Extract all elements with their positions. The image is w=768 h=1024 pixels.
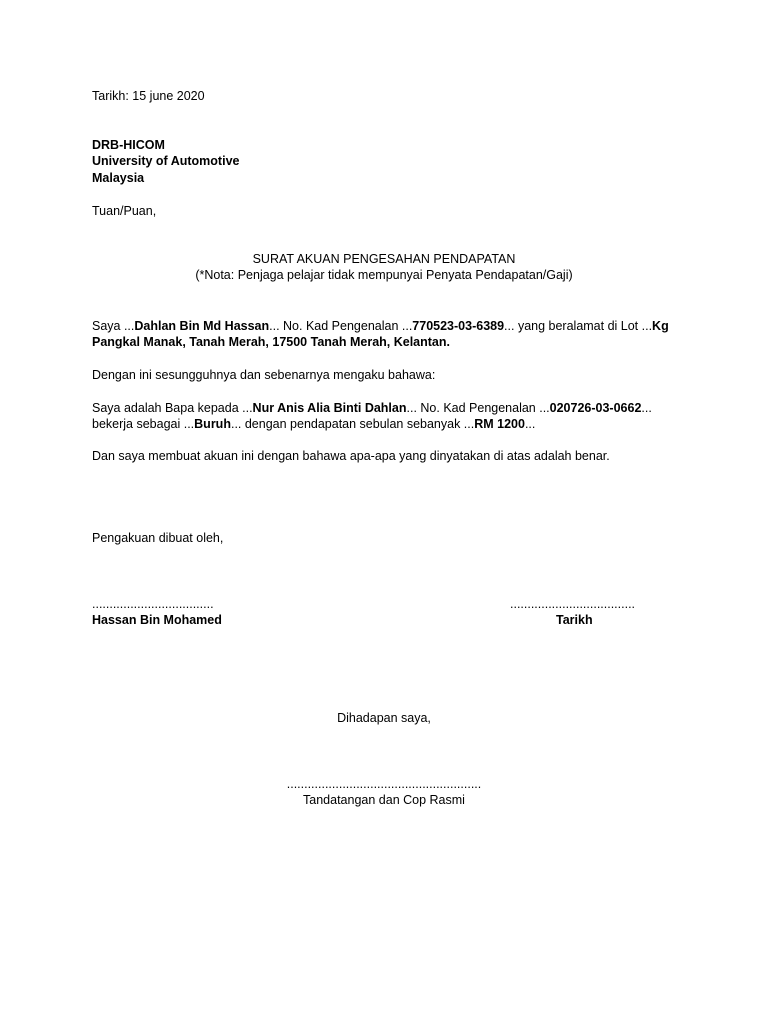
declarant-name: Dahlan Bin Md Hassan xyxy=(134,319,270,333)
text: bekerja sebagai ... xyxy=(92,417,195,431)
text: ... xyxy=(641,401,652,415)
salutation: Tuan/Puan, xyxy=(92,204,157,218)
text: Saya ... xyxy=(92,319,135,333)
recipient-line-3: Malaysia xyxy=(92,171,145,185)
date-line: Tarikh: 15 june 2020 xyxy=(92,89,205,103)
monthly-income: RM 1200 xyxy=(474,417,525,431)
paragraph-declaration: Dengan ini sesungguhnya dan sebenarnya mengaku bahawa: xyxy=(92,368,436,382)
text: ... No. Kad Pengenalan ... xyxy=(406,401,550,415)
text: ... yang beralamat di Lot ... xyxy=(504,319,653,333)
official-signature-label: Tandatangan dan Cop Rasmi xyxy=(303,793,465,807)
paragraph-relationship-line-2 xyxy=(92,416,535,432)
paragraph-declarant-line-1 xyxy=(92,318,669,334)
child-ic: 020726-03-0662 xyxy=(549,401,642,415)
acknowledgement-text: Pengakuan dibuat oleh, xyxy=(92,531,224,545)
official-dotted-line: ........................................................ xyxy=(286,777,482,791)
date-dotted-line: .................................... xyxy=(510,597,636,611)
declarant-ic: 770523-03-6389 xyxy=(412,319,505,333)
declarant-address-start: Kg xyxy=(652,319,669,333)
letter-title: SURAT AKUAN PENGESAHAN PENDAPATAN xyxy=(252,252,516,266)
witness-text: Dihadapan saya, xyxy=(337,711,431,725)
date-label: Tarikh xyxy=(556,613,593,627)
child-name: Nur Anis Alia Binti Dahlan xyxy=(252,401,407,415)
declarant-address: Pangkal Manak, Tanah Merah, 17500 Tanah Merah, Kelantan. xyxy=(92,335,450,349)
signature-dotted-line: ................................... xyxy=(92,597,214,611)
occupation: Buruh xyxy=(194,417,231,431)
text: ... dengan pendapatan sebulan sebanyak ... xyxy=(230,417,475,431)
text: ... No. Kad Pengenalan ... xyxy=(269,319,413,333)
paragraph-relationship-line-1 xyxy=(92,400,652,416)
paragraph-affirmation: Dan saya membuat akuan ini dengan bahawa apa-apa yang dinyatakan di atas adalah benar. xyxy=(92,449,610,463)
recipient-line-1: DRB-HICOM xyxy=(92,138,165,152)
text: Saya adalah Bapa kepada ... xyxy=(92,401,253,415)
recipient-line-2: University of Automotive xyxy=(92,154,240,168)
text: ... xyxy=(524,417,536,431)
letter-note: (*Nota: Penjaga pelajar tidak mempunyai Penyata Pendapatan/Gaji) xyxy=(195,268,573,282)
signatory-name: Hassan Bin Mohamed xyxy=(92,613,222,627)
